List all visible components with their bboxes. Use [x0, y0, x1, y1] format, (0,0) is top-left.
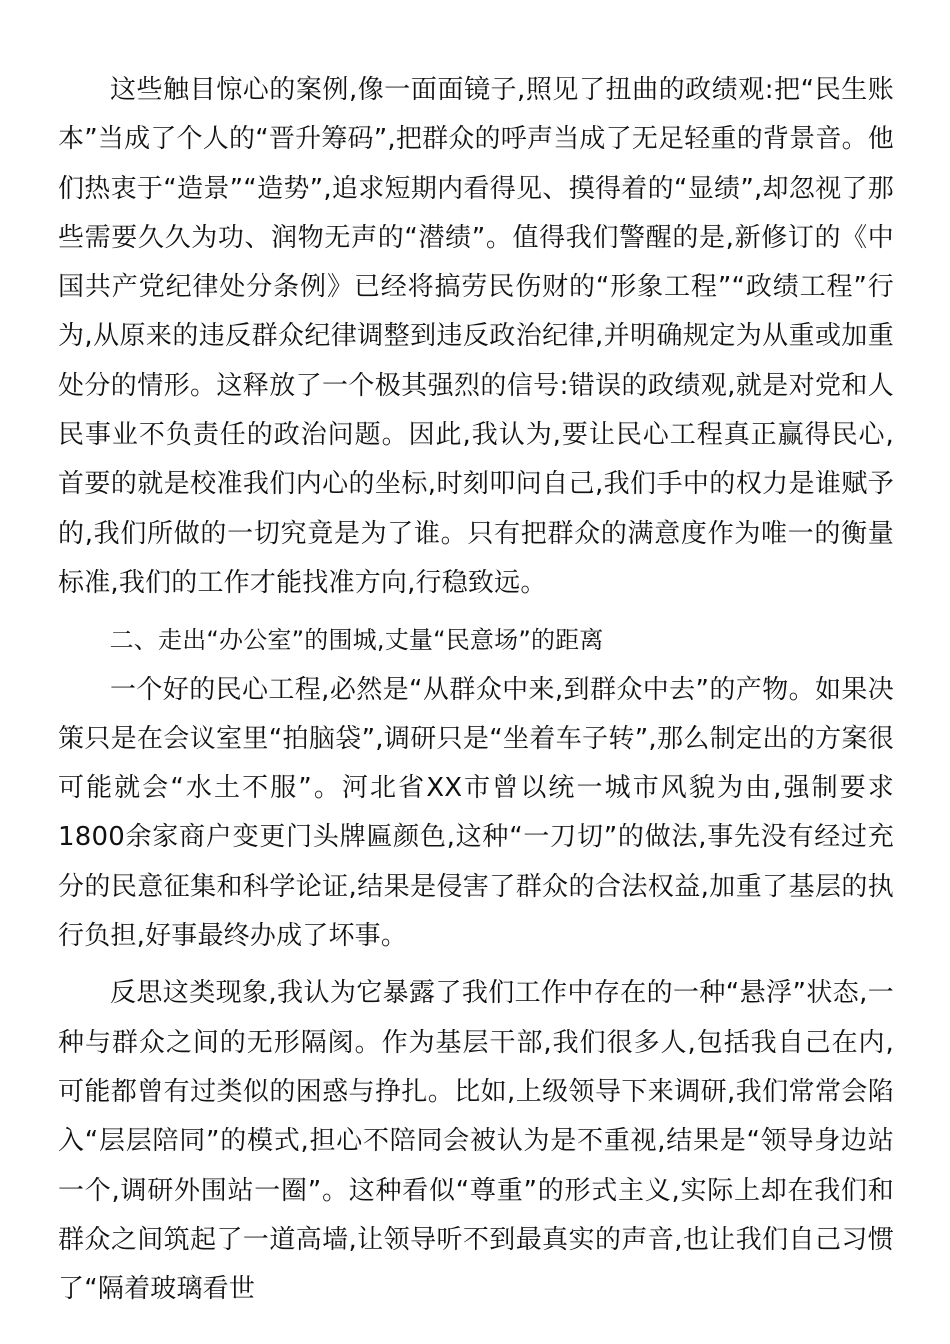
document-page — [58, 66, 894, 1314]
paragraph-decision-making: 一个好的民心工程,必然是“从群众中来,到群众中去”的产物。如果决策只是在会议室里“拍脑袋”,调研只是“坐着车子转”,那么制定出的方案很可能就会“水土不服”。河北省XX市曾以统一城市风貌为由,强制要求1800余家商户变更门头牌匾颜色,这种“一刀切”的做法,事先没有经过充分的民意征集和科学论证,结果是侵害了群众的合法权益,加重了基层的执行负担,好事最终办成了坏事。 — [58, 674, 894, 952]
section-heading: 二、走出“办公室”的围城,丈量“民意场”的距离 — [109, 626, 604, 655]
paragraph-political-achievement-view: 这些触目惊心的案例,像一面面镜子,照见了扭曲的政绩观:把“民生账本”当成了个人的“晋升筹码”,把群众的呼声当成了无足轻重的背景音。他们热衷于“造景”“造势”,追求短期内看得见、摸得着的“显绩”,却忽视了那些需要久久为功、润物无声的“潜绩”。值得我们警醒的是,新修订的《中国共产党纪律处分条例》已经将搞劳民伤财的“形象工程”“政绩工程”行为,从原来的违反群众纪律调整到违反政治纪律,并明确规定为从重或加重处分的情形。这释放了一个极其强烈的信号:错误的政绩观,就是对党和人民事业不负责任的政治问题。因此,我认为,要让民心工程真正赢得民心,首要的就是校准我们内心的坐标,时刻叩问自己,我们手中的权力是谁赋予的,我们所做的一切究竟是为了谁。只有把群众的满意度作为唯一的衡量标准,我们的工作才能找准方向,行稳致远。 — [58, 75, 894, 598]
paragraph-reflection: 反思这类现象,我认为它暴露了我们工作中存在的一种“悬浮”状态,一种与群众之间的无形隔阂。作为基层干部,我们很多人,包括我自己在内,可能都曾有过类似的困惑与挣扎。比如,上级领导下来调研,我们常常会陷入“层层陪同”的模式,担心不陪同会被认为是不重视,结果是“领导身边站一个,调研外围站一圈”。这种看似“尊重”的形式主义,实际上却在我们和群众之间筑起了一道高墙,让领导听不到最真实的声音,也让我们自己习惯了“隔着玻璃看世 — [58, 978, 894, 1305]
